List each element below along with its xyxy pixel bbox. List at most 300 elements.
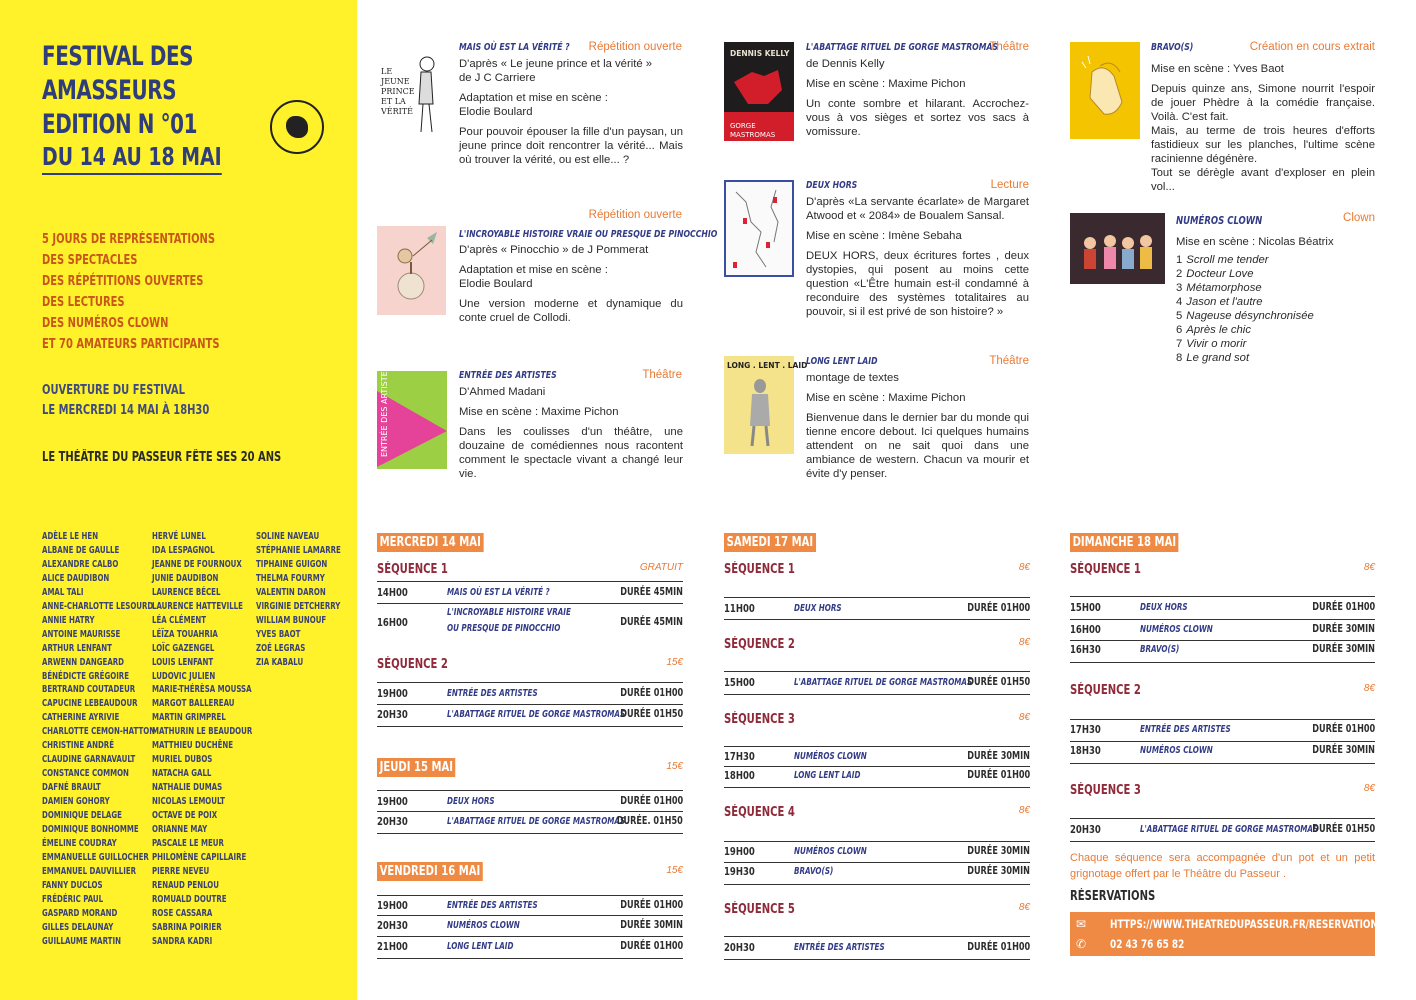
participant-name: BERTRAND COUTADEUR xyxy=(42,684,136,696)
duration: DURÉE 30MIN xyxy=(1312,623,1375,635)
participants-column-3 xyxy=(256,530,341,670)
schedule-row xyxy=(377,581,683,603)
show-type: Lecture xyxy=(990,179,1029,191)
show-description xyxy=(459,57,683,173)
show-direction-label: Adaptation et mise en scène : xyxy=(459,264,608,276)
clown-act-title: Nageuse désynchronisée xyxy=(1186,310,1314,322)
artistes-poster xyxy=(377,366,447,469)
participant-name: LOUIS LENFANT xyxy=(152,656,214,668)
participant-name: LÉÏZA TOUAHRIA xyxy=(152,628,218,640)
duration: DURÉE 30MIN xyxy=(1312,643,1375,655)
participant-name: SANDRA KADRI xyxy=(152,935,213,947)
schedule-row xyxy=(377,704,683,726)
sequence-name: SÉQUENCE 2 xyxy=(377,657,448,672)
day-label: JEUDI 15 MAI xyxy=(377,758,456,777)
show-name: ENTRÉE DES ARTISTES xyxy=(1140,724,1231,735)
participants-column-2 xyxy=(152,530,252,949)
participant-name: CATHERINE AYRIVIE xyxy=(42,712,120,724)
reservations-link[interactable]: HTTPS://WWW.THEATREDUPASSEUR.FR/RESERVATIONS.HTML xyxy=(1110,917,1416,931)
show-synopsis: Pour pouvoir épouser la fille d'un paysan, un jeune prince doit rencontrer la vérité... Mais où trouver la vérité, ou est elle... ? xyxy=(459,126,683,166)
clown-act xyxy=(1176,295,1375,309)
sequence-price: 8€ xyxy=(1018,805,1030,816)
participant-name: ROMUALD DOUTRE xyxy=(152,893,227,905)
sequence-header xyxy=(377,865,683,883)
day-label: MERCREDI 14 MAI xyxy=(377,533,483,552)
show-type: Création en cours extrait xyxy=(1249,41,1375,53)
show-source: montage de textes xyxy=(806,372,899,384)
participant-name: JEANNE DE FOURNOUX xyxy=(152,558,242,570)
participant-name: DAMIEN GOHORY xyxy=(42,796,110,808)
participant-name: ALEXANDRE CALBO xyxy=(42,558,119,570)
clown-act xyxy=(1176,281,1375,295)
participant-name: MURIEL DUBOS xyxy=(152,754,213,766)
svg-text:MASTROMAS: MASTROMAS xyxy=(730,131,776,139)
show-director: Mise en scène : Yves Baot xyxy=(1151,63,1284,75)
sequence-name: SÉQUENCE 1 xyxy=(377,562,448,577)
show-name: LONG LENT LAID xyxy=(794,770,861,781)
participant-name: CHRISTINE ANDRÉ xyxy=(42,740,115,752)
sequence-name: SÉQUENCE 1 xyxy=(724,562,795,577)
participant-name: NATHALIE DUMAS xyxy=(152,782,223,794)
participant-name: ANNE-CHARLOTTE LESOURD xyxy=(42,600,154,612)
participant-name: ÉMELINE COUDRAY xyxy=(42,837,117,849)
day-label: SAMEDI 17 MAI xyxy=(724,533,816,552)
show-author: de J C Carriere xyxy=(459,72,536,84)
clown-act-number: 1 xyxy=(1176,254,1183,266)
show-name: L'ABATTAGE RITUEL DE GORGE MASTROMAS xyxy=(1140,824,1319,835)
participant-name: LAURENCE HATTEVILLE xyxy=(152,600,243,612)
schedule-row xyxy=(724,671,1030,694)
pinocchio-poster xyxy=(377,226,446,315)
show-name: BRAVO(S) xyxy=(794,866,834,877)
row-divider xyxy=(377,833,683,834)
sequence-name: SÉQUENCE 5 xyxy=(724,902,795,917)
time: 20H30 xyxy=(1070,823,1101,836)
time: 18H00 xyxy=(724,769,755,782)
duration: DURÉE 01H00 xyxy=(967,941,1030,953)
participant-name: VIRGINIE DETCHERRY xyxy=(256,600,341,612)
day-friday xyxy=(377,862,683,953)
clown-act-number: 8 xyxy=(1176,352,1183,364)
participant-name: JUNIE DAUDIBON xyxy=(152,572,219,584)
schedule-row xyxy=(1070,596,1375,619)
show-name: MAIS OÙ EST LA VÉRITÉ ? xyxy=(447,587,550,598)
participant-name: ANTOINE MAURISSE xyxy=(42,628,121,640)
show-synopsis: Depuis quinze ans, Simone nourrit l'espoir de jouer Phèdre à la comédie française. Voilà. C'est fait. xyxy=(1151,83,1375,123)
festival-highlights xyxy=(42,229,219,355)
show-director: Mise en scène : Nicolas Béatrix xyxy=(1176,236,1334,248)
long-lent-poster xyxy=(724,356,808,454)
duration: DURÉE 30MIN xyxy=(967,865,1030,877)
duration: DURÉE 45MIN xyxy=(620,586,683,598)
show-name-line2: OU PRESQUE DE PINOCCHIO xyxy=(447,623,561,634)
day-label: VENDREDI 16 MAI xyxy=(377,862,483,881)
show-type: Clown xyxy=(1343,212,1375,224)
clown-act-number: 2 xyxy=(1176,268,1183,280)
show-type: Répétition ouverte xyxy=(588,41,682,53)
time: 16H30 xyxy=(1070,643,1101,656)
schedule-row xyxy=(377,895,683,915)
sequence-header xyxy=(377,761,683,779)
schedule-row xyxy=(724,766,1030,787)
show-title: NUMÉROS CLOWN xyxy=(1176,214,1263,227)
sequence-price: 8€ xyxy=(1363,562,1375,573)
time: 17H30 xyxy=(1070,723,1101,736)
duration: DURÉE 01H00 xyxy=(1312,723,1375,735)
sequence-header xyxy=(1070,562,1375,580)
time: 19H00 xyxy=(377,795,408,808)
duration: DURÉE 01H50 xyxy=(620,708,683,720)
clown-act-number: 7 xyxy=(1176,338,1183,350)
show-director: Elodie Boulard xyxy=(459,106,533,118)
schedule-row xyxy=(1070,741,1375,763)
row-divider xyxy=(1070,763,1375,764)
row-divider xyxy=(724,884,1030,885)
clown-act-title: Jason et l'autre xyxy=(1186,296,1263,308)
participant-name: FRÉDÉRIC PAUL xyxy=(42,893,104,905)
svg-text:GORGE: GORGE xyxy=(730,122,756,130)
show-name: BRAVO(S) xyxy=(1140,644,1180,655)
show-name: ENTRÉE DES ARTISTES xyxy=(794,942,885,953)
show-description xyxy=(1176,235,1375,365)
time: 19H00 xyxy=(377,899,408,912)
clown-act-number: 3 xyxy=(1176,282,1183,294)
participant-name: SABRINA POIRIER xyxy=(152,921,222,933)
participant-name: AMAL TALI xyxy=(42,586,84,598)
time: 16H00 xyxy=(377,616,408,629)
participant-name: TIPHAINE GUIGON xyxy=(256,558,328,570)
schedule-row xyxy=(377,811,683,833)
participant-name: DAFNÉ BRAULT xyxy=(42,782,101,794)
highlight-item: 5 JOURS DE REPRÉSENTATIONS xyxy=(42,232,216,247)
show-title: MAIS OÙ EST LA VÉRITÉ ? xyxy=(459,42,570,53)
participant-name: ARWENN DANGEARD xyxy=(42,656,125,668)
show-description xyxy=(806,195,1029,325)
sequence-header xyxy=(724,637,1030,655)
show-name: L'ABATTAGE RITUEL DE GORGE MASTROMAS xyxy=(794,677,973,688)
schedule-row xyxy=(377,936,683,958)
duration: DURÉE 01H50 xyxy=(1312,823,1375,835)
show-director: Mise en scène : Maxime Pichon xyxy=(459,406,619,418)
participant-name: FANNY DUCLOS xyxy=(42,879,103,891)
participant-name: SOLINE NAVEAU xyxy=(256,531,320,542)
participant-name: THELMA FOURMY xyxy=(256,572,325,584)
row-divider xyxy=(724,787,1030,788)
duration: DURÉE 30MIN xyxy=(967,845,1030,857)
show-name: DEUX HORS xyxy=(794,603,842,614)
sequence-price: 15€ xyxy=(666,761,683,772)
time: 19H00 xyxy=(377,687,408,700)
abattage-poster-author: DENNIS KELLY xyxy=(730,49,790,58)
participant-name: PASCALE LE MEUR xyxy=(152,837,224,849)
sequence-header xyxy=(724,562,1030,580)
sequence-header xyxy=(724,902,1030,920)
show-source: D'après «La servante écarlate» de Margaret Atwood et « 2084» de Boualem Sansal. xyxy=(806,196,1029,222)
time: 20H30 xyxy=(377,919,408,932)
duration: DURÉE 01H50 xyxy=(967,676,1030,688)
show-name: LONG LENT LAID xyxy=(447,941,514,952)
clown-act xyxy=(1176,323,1375,337)
clown-act-number: 5 xyxy=(1176,310,1183,322)
clown-act xyxy=(1176,309,1375,323)
participant-name: ANNIE HATRY xyxy=(42,614,95,626)
show-direction-label: Adaptation et mise en scène : xyxy=(459,92,608,104)
show-description xyxy=(459,243,683,331)
clown-act xyxy=(1176,351,1375,365)
participant-name: BÉNÉDICTE GRÉGOIRE xyxy=(42,670,130,682)
day-thursday xyxy=(377,758,683,828)
sequence-name: SÉQUENCE 1 xyxy=(1070,562,1141,577)
show-name-line1: L'INCROYABLE HISTOIRE VRAIE xyxy=(447,607,571,618)
participant-name: NICOLAS LEMOULT xyxy=(152,796,225,808)
participant-name: RENAUD PENLOU xyxy=(152,879,219,891)
festival-dates: DU 14 AU 18 MAI xyxy=(42,142,222,175)
show-synopsis: Bienvenue dans le dernier bar du monde qui tienne encore debout. Ici quelques humains attendent on ne sait quoi dans une ambiance de western. Chacun va mourir et évite d'y penser. xyxy=(806,412,1029,480)
show-synopsis: Mais, au terme de trois heures d'efforts fastidieux sur les planches, l'ultime scène racinienne dégénère. xyxy=(1151,125,1375,165)
participant-name: ZOÉ LEGRAS xyxy=(256,642,306,654)
show-description xyxy=(1151,62,1375,194)
opening-info xyxy=(42,381,209,421)
phone-icon: ✆ xyxy=(1076,937,1087,951)
duration: DURÉE 01H00 xyxy=(620,687,683,699)
clown-act-title: Docteur Love xyxy=(1186,268,1254,280)
time: 11H00 xyxy=(724,602,755,615)
clown-act-title: Scroll me tender xyxy=(1186,254,1269,266)
day-sunday xyxy=(1070,533,1375,836)
participant-name: MARTIN GRIMPREL xyxy=(152,712,226,724)
participant-name: IDA LESPAGNOL xyxy=(152,544,215,556)
participant-name: ORIANNE MAY xyxy=(152,824,208,836)
highlight-item: DES LECTURES xyxy=(42,295,125,310)
clown-photo xyxy=(1070,213,1165,284)
svg-text:ET LA: ET LA xyxy=(381,97,406,106)
abattage-poster xyxy=(724,42,794,141)
sequence-price: 8€ xyxy=(1018,712,1030,723)
schedule-row xyxy=(1070,818,1375,841)
sequence-header xyxy=(1070,783,1375,801)
row-divider xyxy=(1070,662,1375,663)
time: 20H30 xyxy=(377,708,408,721)
show-title: L'INCROYABLE HISTOIRE VRAIE OU PRESQUE DE PINOCCHIO xyxy=(459,229,718,240)
show-source: D'après « Pinocchio » de J Pommerat xyxy=(459,244,649,256)
sequence-price: 15€ xyxy=(666,657,683,668)
sequence-price: 8€ xyxy=(1018,637,1030,648)
show-name: ENTRÉE DES ARTISTES xyxy=(447,688,538,699)
row-divider xyxy=(724,694,1030,695)
show-synopsis: Un conte sombre et hilarant. Accrochez-vous à vos sièges et sortez vos sacs à vomissure. xyxy=(806,98,1029,138)
sequence-price: 8€ xyxy=(1363,783,1375,794)
schedule-row xyxy=(724,746,1030,766)
show-synopsis: Dans les coulisses d'un théâtre, une douzaine de comédiennes nous racontent comment le spectacle vivant a changé leur vie. xyxy=(459,426,683,480)
show-name: NUMÉROS CLOWN xyxy=(1140,624,1213,635)
theatre-seal-logo xyxy=(270,100,324,154)
row-divider xyxy=(724,959,1030,960)
schedule-row xyxy=(1070,619,1375,640)
sequence-name: SÉQUENCE 2 xyxy=(724,637,795,652)
show-director: Mise en scène : Maxime Pichon xyxy=(806,392,966,404)
duration: DURÉE 01H00 xyxy=(620,795,683,807)
clown-act-number: 6 xyxy=(1176,324,1183,336)
duration: DURÉE 45MIN xyxy=(620,616,683,628)
schedule-row xyxy=(377,682,683,704)
participant-name: CAPUCINE LEBEAUDOUR xyxy=(42,698,138,710)
participant-name: PHILOMÈNE CAPILLAIRE xyxy=(152,851,247,863)
show-name: L'ABATTAGE RITUEL DE GORGE MASTROMAS xyxy=(447,709,626,720)
clown-act-title: Le grand sot xyxy=(1186,352,1250,364)
show-description xyxy=(459,385,683,487)
show-synopsis: Tout se dérègle avant d'exploser en plein vol... xyxy=(1151,167,1375,193)
schedule-row xyxy=(377,603,683,637)
participants-column-1 xyxy=(42,530,155,949)
participant-name: ALICE DAUDIBON xyxy=(42,572,110,584)
sequence-note: Chaque séquence sera accompagnée d'un pot et un petit grignotage offert par le Théâtre du Passeur . xyxy=(1070,852,1375,880)
show-title: L'ABATTAGE RITUEL DE GORGE MASTROMAS xyxy=(806,42,999,53)
svg-text:JEUNE: JEUNE xyxy=(381,77,410,86)
show-title: DEUX HORS xyxy=(806,180,858,191)
participant-name: LUDOVIC JULIEN xyxy=(152,670,216,682)
row-divider xyxy=(724,619,1030,620)
sequence-price: 8€ xyxy=(1363,683,1375,694)
participant-name: MATTHIEU DUCHÊNE xyxy=(152,740,234,752)
time: 16H00 xyxy=(1070,623,1101,636)
participant-name: LÉA CLÉMENT xyxy=(152,614,207,626)
show-director: Mise en scène : Imène Sebaha xyxy=(806,230,962,242)
time: 15H00 xyxy=(724,676,755,689)
anniversary-note: LE THÉÂTRE DU PASSEUR FÊTE SES 20 ANS xyxy=(42,450,282,465)
show-name: ENTRÉE DES ARTISTES xyxy=(447,900,538,911)
participant-name: GASPARD MORAND xyxy=(42,907,118,919)
sequence-price: 15€ xyxy=(666,865,683,876)
day-label: DIMANCHE 18 MAI xyxy=(1070,533,1179,552)
schedule-row xyxy=(724,862,1030,884)
edition-number: EDITION N °01 xyxy=(42,109,198,140)
schedule-row xyxy=(377,915,683,936)
artistes-poster-text: ENTRÉE DES ARTISTES xyxy=(380,366,389,457)
participant-name: WILLIAM BUNOUF xyxy=(256,614,327,626)
bravo-poster xyxy=(1070,42,1140,139)
show-name: NUMÉROS CLOWN xyxy=(794,846,867,857)
svg-text:PRINCE: PRINCE xyxy=(381,87,415,96)
participant-name: OCTAVE DE POIX xyxy=(152,810,218,822)
participant-name: PIERRE NEVEU xyxy=(152,865,210,877)
highlight-item: ET 70 AMATEURS PARTICIPANTS xyxy=(42,337,220,352)
time: 14H00 xyxy=(377,586,408,599)
svg-text:VÉRITÉ: VÉRITÉ xyxy=(381,107,413,116)
time: 20H30 xyxy=(724,941,755,954)
show-synopsis: Une version moderne et dynamique du conte cruel de Collodi. xyxy=(459,298,683,324)
row-divider xyxy=(377,726,683,727)
show-description xyxy=(806,57,1029,145)
show-source: D'après « Le jeune prince et la vérité » xyxy=(459,58,653,70)
participant-name: HERVÉ LUNEL xyxy=(152,531,206,542)
highlight-item: DES RÉPÉTITIONS OUVERTES xyxy=(42,274,204,289)
duration: DURÉE 01H00 xyxy=(967,602,1030,614)
opening-title: OUVERTURE DU FESTIVAL xyxy=(42,383,185,398)
schedule-row xyxy=(1070,719,1375,741)
duration: DURÉE 01H00 xyxy=(620,899,683,911)
participant-name: MARGOT BALLEREAU xyxy=(152,698,235,710)
sequence-name: SÉQUENCE 4 xyxy=(724,805,795,820)
participant-name: GUILLAUME MARTIN xyxy=(42,935,121,947)
time: 17H30 xyxy=(724,750,755,763)
highlight-item: DES NUMÉROS CLOWN xyxy=(42,316,169,331)
festival-sidebar xyxy=(0,0,357,1000)
duration: DURÉE. 01H50 xyxy=(616,815,683,827)
participant-name: STÉPHANIE LAMARRE xyxy=(256,544,341,556)
duration: DURÉE 01H00 xyxy=(967,769,1030,781)
svg-text:LE: LE xyxy=(381,67,393,76)
clown-act-title: Après le chic xyxy=(1186,324,1251,336)
row-divider xyxy=(377,958,683,959)
participant-name: VALENTIN DARON xyxy=(256,586,326,598)
time: 15H00 xyxy=(1070,601,1101,614)
sequence-price: 8€ xyxy=(1018,562,1030,573)
duration: DURÉE 30MIN xyxy=(967,750,1030,762)
long-lent-poster-text: LONG . LENT . LAID xyxy=(727,361,808,370)
show-name: DEUX HORS xyxy=(447,796,495,807)
clown-act xyxy=(1176,337,1375,351)
participant-name: DOMINIQUE DELAGE xyxy=(42,810,122,822)
clown-act-number: 4 xyxy=(1176,296,1183,308)
participant-name: EMMANUEL DAUVILLIER xyxy=(42,865,137,877)
clown-act xyxy=(1176,267,1375,281)
verite-poster xyxy=(377,44,445,139)
day-saturday xyxy=(724,533,1030,954)
participant-name: DOMINIQUE BONHOMME xyxy=(42,824,139,836)
participant-name: NATACHA GALL xyxy=(152,768,212,780)
duration: DURÉE 01H00 xyxy=(620,940,683,952)
reservations-phone[interactable]: 02 43 76 65 82 xyxy=(1110,937,1185,951)
schedule-row xyxy=(377,790,683,811)
show-name: NUMÉROS CLOWN xyxy=(1140,745,1213,756)
time: 18H30 xyxy=(1070,744,1101,757)
time: 21H00 xyxy=(377,940,408,953)
festival-title: FESTIVAL DES AMASSEURS xyxy=(42,41,194,106)
deux-hors-poster xyxy=(724,180,794,277)
participant-name: LAURENCE BÉCEL xyxy=(152,586,221,598)
day-wednesday xyxy=(377,533,683,721)
participant-name: YVES BAOT xyxy=(256,628,301,640)
participant-name: ADÈLE LE HEN xyxy=(42,531,99,542)
opening-date: LE MERCREDI 14 MAI À 18H30 xyxy=(42,403,210,418)
show-director: Mise en scène : Maxime Pichon xyxy=(806,78,966,90)
participant-name: MARIE-THÉRÈSA MOUSSA xyxy=(152,684,252,696)
time: 19H00 xyxy=(724,845,755,858)
mail-icon: ✉ xyxy=(1076,917,1087,931)
reservations-box xyxy=(1070,912,1416,956)
schedule-row xyxy=(724,597,1030,619)
participant-name: ZIA KABALU xyxy=(256,656,304,668)
participant-name: CLAUDINE GARNAVAULT xyxy=(42,754,136,766)
sequence-header xyxy=(724,805,1030,823)
duration: DURÉE 01H00 xyxy=(1312,601,1375,613)
participant-name: GILLES DELAUNAY xyxy=(42,921,114,933)
show-author: D'Ahmed Madani xyxy=(459,386,546,398)
sequence-header xyxy=(724,712,1030,730)
duration: DURÉE 30MIN xyxy=(620,919,683,931)
schedule-row xyxy=(724,936,1030,959)
show-type: Théâtre xyxy=(642,369,682,381)
show-type: Théâtre xyxy=(989,355,1029,367)
clown-act-list xyxy=(1176,253,1375,365)
participant-name: CONSTANCE COMMON xyxy=(42,768,129,780)
show-name: DEUX HORS xyxy=(1140,602,1188,613)
show-name: L'ABATTAGE RITUEL DE GORGE MASTROMAS xyxy=(447,816,626,827)
highlight-item: DES SPECTACLES xyxy=(42,253,138,268)
show-type: Répétition ouverte xyxy=(588,209,682,221)
show-name: NUMÉROS CLOWN xyxy=(447,920,520,931)
show-author: de Dennis Kelly xyxy=(806,58,885,70)
